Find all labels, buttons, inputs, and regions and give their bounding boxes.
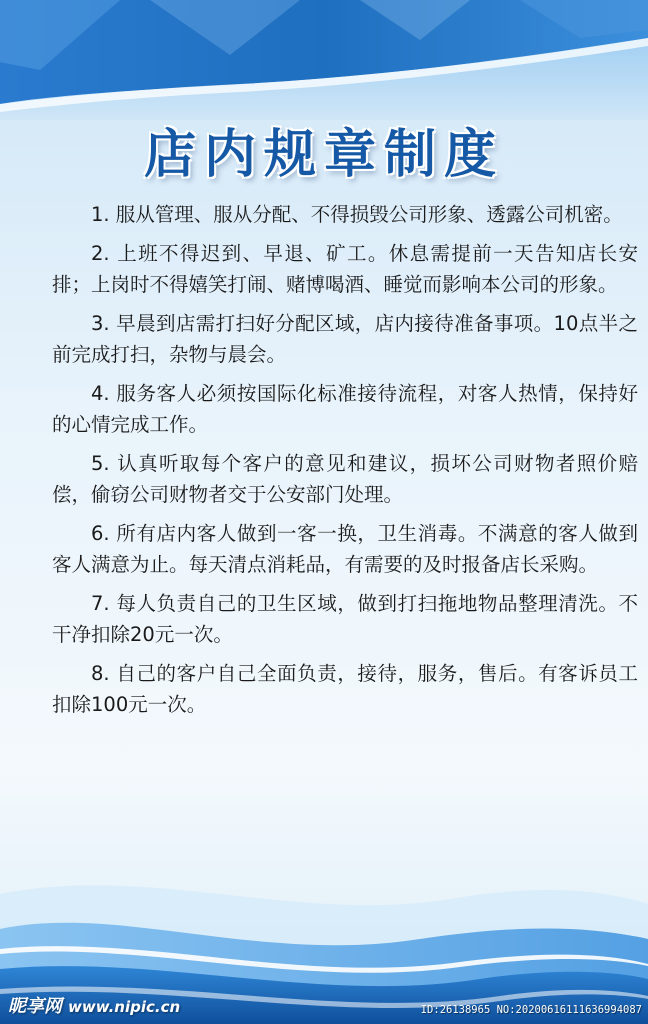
rule-item: 2. 上班不得迟到、早退、矿工。休息需提前一天告知店长安排；上岗时不得嬉笑打闹、赌博喝酒、睡觉而影响本公司的形象。 (52, 241, 638, 296)
watermark-url: www.nipic.cn (68, 998, 181, 1016)
rule-item: 3. 早晨到店需打扫好分配区域，店内接待准备事项。10点半之前完成打扫，杂物与晨会。 (52, 311, 638, 366)
rule-item: 1. 服从管理、服从分配、不得损毁公司形象、透露公司机密。 (91, 203, 623, 226)
rules-list (52, 199, 638, 728)
page-title: 店内规章制度 (143, 125, 504, 185)
rule-item: 4. 服务客人必须按国际化标准接待流程，对客人热情，保持好的心情完成工作。 (52, 381, 638, 436)
rule-item: 8. 自己的客户自己全面负责，接待，服务，售后。有客诉员工扣除100元一次。 (52, 661, 638, 716)
rule-item: 7. 每人负责自己的卫生区域，做到打扫拖地物品整理清洗。不干净扣除20元一次。 (52, 591, 638, 646)
image-id-text: ID:26138965 NO:20200616111636994087 (420, 1004, 642, 1016)
rule-item: 5. 认真听取每个客户的意见和建议，损坏公司财物者照价赔偿，偷窃公司财物者交于公安部门处理。 (52, 451, 638, 506)
top-banner-decoration (0, 0, 648, 120)
watermark (8, 992, 180, 1018)
rule-item: 6. 所有店内客人做到一客一换，卫生消毒。不满意的客人做到客人满意为止。每天清点消耗品，有需要的及时报备店长采购。 (52, 521, 638, 576)
watermark-logo: 昵享网 (8, 996, 62, 1017)
